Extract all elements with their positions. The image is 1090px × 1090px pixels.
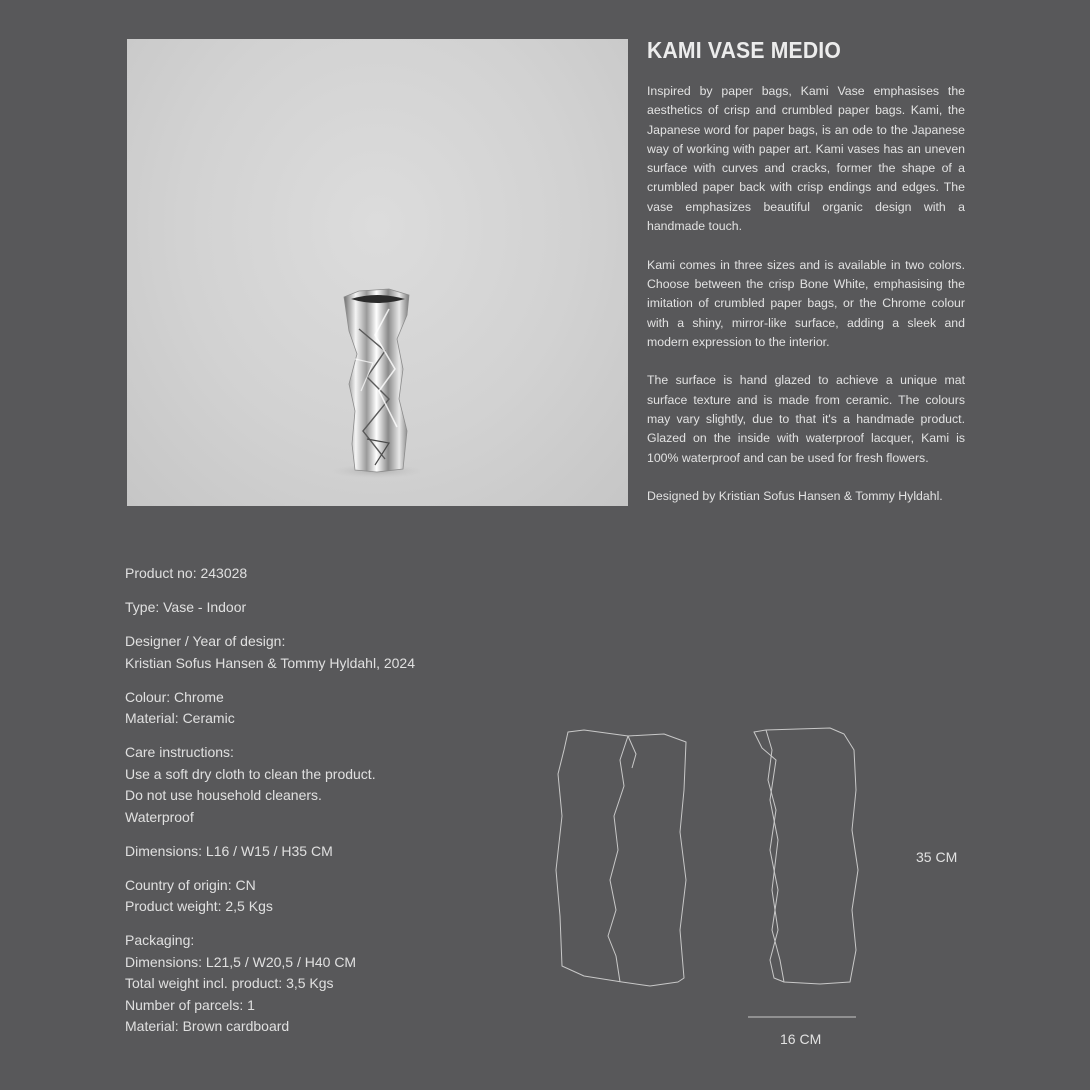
spec-line: Number of parcels: 1 bbox=[125, 996, 255, 1013]
spec-line: Material: Brown cardboard bbox=[125, 1018, 290, 1034]
product-title: KAMI VASE MEDIO bbox=[647, 37, 842, 63]
spec-dimensions bbox=[125, 841, 485, 863]
spec-line: Colour: Chrome bbox=[125, 688, 224, 705]
spec-line: Care instructions: bbox=[125, 744, 234, 760]
spec-line: Total weight incl. product: 3,5 Kgs bbox=[125, 975, 334, 991]
technical-drawing bbox=[540, 720, 880, 1030]
spec-product-number bbox=[125, 563, 485, 585]
spec-line: Dimensions: L16 / W15 / H35 CM bbox=[125, 842, 333, 859]
spec-line: Kristian Sofus Hansen & Tommy Hyldahl, 2024 bbox=[125, 654, 415, 671]
spec-line: Product no: 243028 bbox=[125, 565, 248, 581]
spec-line: Product weight: 2,5 Kgs bbox=[125, 898, 273, 914]
description-paragraph: Kami comes in three sizes and is available in two colors. Choose between the crisp Bone White, emphasising the imitation of crumbled paper bags, or the Chrome colour with a shiny, mirror-like surface, adding a sleek and modern expression to the interior. bbox=[647, 257, 965, 349]
spec-line: Do not use household cleaners. bbox=[125, 787, 322, 803]
description-paragraph: Inspired by paper bags, Kami Vase emphasises the aesthetics of crisp and crumbled paper bags. Kami, the Japanese word for paper bags, is an ode to the Japanese way of working with paper art. Kami vases has an uneven surface with curves and cracks, former the shape of a crumbled paper back with crisp endings and edges. The vase emphasizes beautiful organic design with a handmade touch. bbox=[647, 84, 965, 234]
spec-line: Packaging: bbox=[125, 932, 195, 948]
product-photo bbox=[127, 39, 628, 506]
spec-line: Material: Ceramic bbox=[125, 710, 235, 726]
front-view-crease bbox=[628, 736, 636, 768]
spec-line: Waterproof bbox=[125, 808, 194, 825]
height-dimension-label: 35 CM bbox=[916, 849, 958, 865]
product-description bbox=[647, 82, 965, 526]
spec-designer bbox=[125, 631, 485, 674]
spec-care-instructions bbox=[125, 742, 485, 828]
spec-line: Dimensions: L21,5 / W20,5 / H40 CM bbox=[125, 953, 357, 970]
spec-type bbox=[125, 597, 485, 619]
chrome-vase-image bbox=[127, 39, 628, 506]
spec-line: Country of origin: CN bbox=[125, 876, 256, 893]
spec-line: Type: Vase - Indoor bbox=[125, 599, 247, 615]
product-specifications bbox=[125, 563, 485, 1050]
spec-origin-weight bbox=[125, 875, 485, 918]
front-view-fold-line bbox=[608, 736, 628, 982]
spec-colour-material bbox=[125, 687, 485, 730]
designer-credit: Designed by Kristian Sofus Hansen & Tommy Hyldahl. bbox=[647, 489, 943, 504]
spec-line: Designer / Year of design: bbox=[125, 633, 286, 649]
description-paragraph: The surface is hand glazed to achieve a unique mat surface texture and is made from ceramic. The colours may vary slightly, due to that it's a handmade product. Glazed on the inside with waterproof lacquer, Kami is 100% waterproof and can be used for fresh flowers. bbox=[647, 373, 965, 465]
spec-packaging bbox=[125, 930, 485, 1038]
spec-line: Use a soft dry cloth to clean the product. bbox=[125, 765, 376, 782]
width-dimension-label: 16 CM bbox=[780, 1031, 822, 1047]
